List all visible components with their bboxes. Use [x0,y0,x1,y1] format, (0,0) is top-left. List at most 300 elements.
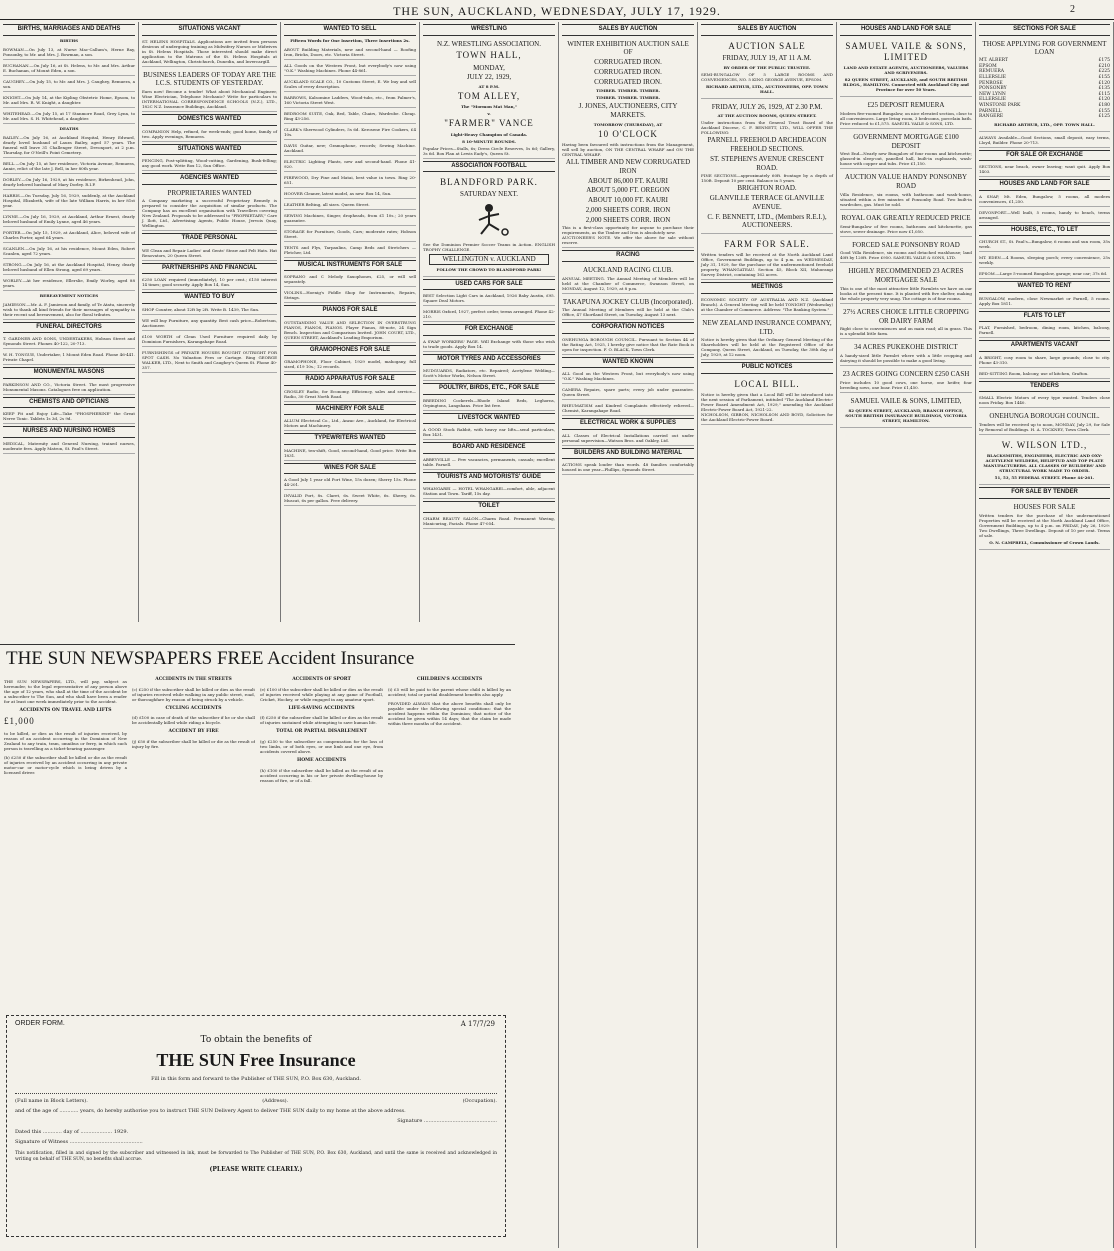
musical-ad: SOPRANO and C Melody Saxophones, £25, or will sell separately. [284,272,416,287]
timber-lead: ALL TIMBER AND NEW CORRUGATED IRON [565,158,691,175]
brighton-road: BRIGHTON ROAD. [737,184,797,193]
remuera-head: £25 DEPOSIT REMUERA [867,101,945,109]
svs-sub: LAND AND ESTATE AGENTS, AUCTIONEERS, VALUERS AND SCRIVENERS. [843,65,969,75]
gc-head: 23 ACRES GOING CONCERN £250 CASH [842,370,970,378]
football-header: ASSOCIATION FOOTBALL [423,161,555,173]
address-label: (Address). [262,1097,289,1104]
builders-ad: ACTIONS speak louder than words. 48 families comfortably housed in one year—Phillips, Symonds Street. [562,460,694,475]
dated-line[interactable]: Dated this ............ day of .................... 1929. [15,1128,129,1135]
onehunga-title: ONEHUNGA BOROUGH COUNCIL. [989,412,1100,421]
order-form [6,1015,506,1237]
loan-list [979,58,1110,120]
name-field[interactable] [15,1086,497,1094]
sell-ad: FIREWOOD, Dry Pine and Matai, best value in town. Ring 20-651. [284,173,416,188]
sell-ad: STORAGE for Furniture, Goods, Cars; moderate rates; Hobson Street. [284,227,416,242]
to-rent-header: WANTED TO RENT [979,281,1110,293]
travel-head: ACCIDENTS ON TRAVEL AND LIFTS [19,708,112,713]
auction-value-ad [840,170,972,210]
witness-line[interactable]: Signature of Witness .............................................. [15,1138,143,1145]
wines-header: WINES FOR SALE [284,463,416,475]
arc-ad [562,263,694,294]
wanted-to-sell-header: WANTED TO SELL [284,24,416,36]
auction-order: BY ORDER OF THE PUBLIC TRUSTEE. [723,64,811,70]
bereavement-title: BEREAVEMENT NOTICES [39,292,99,298]
sale-by-tender-header: FOR SALE BY TENDER [979,487,1110,499]
loan-row: REMUERA £225 [979,69,1110,75]
lc-body: Right close to conveniences and on main road; all in grass. This is a splendid little farm. [840,326,972,337]
column-wanted-to-sell [281,22,420,622]
loan-row: WINSTONE PARK £180 [979,103,1110,108]
domestics-ad: COMPANION Help, refined, for week-ends; good home, family of two. Apply evenings, Remuera. [142,127,277,142]
wilson-sub: BLACKSMITHS, ENGINEERS, ELECTRIC AND OXY-ACETYLENE WELDERS, HELIPTUD AND TOP PLATE MANUFACTURERS. ALL CLASSES OF BUILDERS' AND STRUCTURAL WORK MADE TO ORDER. [983,453,1106,474]
typewriters-header: TYPEWRITERS WANTED [284,433,416,445]
board-header: BOARD AND RESIDENCE [423,442,555,454]
nzi-title: NEW ZEALAND INSURANCE COMPANY, LTD. [702,318,832,336]
onehunga-tender-ad [979,409,1110,435]
racing-header: RACING [562,250,694,262]
tourists-header: TOURISTS AND MOTORISTS' GUIDE [423,472,555,484]
used-cars-header: USED CARS FOR SALE [423,279,555,291]
meeting-ad: ECONOMIC SOCIETY OF AUSTRALIA AND N.Z. (Auckland Branch). A General Meeting will be held TONIGHT (Wednesday) at the Chamber of Commerce. Address: "The Banking System." [701,295,833,315]
order-form-ref: A 17/7/29 [460,1020,495,1028]
travel-body: to be killed, or dies as the result of injuries received, by reason of an accident occurring in the Dominion of New Zealand to any train, tram, omnibus or ferry, in which such person is travelling as a ticket-bearing passenger. [4,730,127,751]
sell-ad: TENTS and Flys, Tarpaulins, Camp Beds and Stretchers — Fletcher, Ltd. [284,243,416,258]
please-write-clearly: (PLEASE WRITE CLEARLY.) [209,1166,303,1174]
apartments-header: APARTMENTS VACANT [979,340,1110,352]
death-notice: BAILEY.—On July 16, at Auckland Hospital, Henry Edward, dearly loved husband of Laura Bailey, aged 57 years. The funeral will leave 31 Challenger Street, Devonport, at 2 p.m. Thursday, for O'Neill's Point Cemetery. [3,133,135,158]
masthead-rule [0,19,1114,20]
svs2-name: SAMUEL VAILE & SONS, LIMITED, [850,396,962,405]
apts-ad: A BRIGHT, cosy room to share, large grounds; close to city. Phone 43-310. [979,353,1110,368]
wrestler-2-tag: Light-Heavy Champion of Canada. [450,131,528,137]
tjc-body: The Annual Meeting of Members will be held at the Club's Office, 47 Shortland Street, on Tuesday, August 13 next. [562,307,694,318]
known-ad: RHEUMATISM and Kindred Complaints effectively relieved—Chemist, Karangahape Road. [562,401,694,416]
loan-row: PARNELL £155 [979,108,1110,114]
cars-ad: BEST Selection Light Cars in Auckland, 1926 Baby Austin, £95. Square Deal Motors. [423,291,555,306]
insurance-col-3 [260,675,383,1001]
column-houses-land [837,22,976,1248]
musical-header: MUSICAL INSTRUMENTS FOR SALE [284,260,416,272]
local-bill-solicitors: NICHOLSON, GIBBON, NICHOLSON AND BOYD, Solicitors for the Auckland Electric-Power Board. [701,412,833,422]
football-match: WELLINGTON v. AUCKLAND [429,254,549,265]
ro-body: Semi-Bungalow of five rooms, bathroom and kitchenette, gas stove, sewer drainage. Price now £1,050. [840,223,972,234]
travel-amount: £1,000 [4,715,35,726]
pk-body: A handy-sized little Farmlet where with a little cropping and dairying it should be possible to make a good living. [840,353,972,363]
death-notice: HARRIS.—On Tuesday, July 16, 1929, suddenly, at the Auckland Hospital, Elizabeth, wife of the late William Harris, in her 81st year. [3,191,135,211]
column-sections [976,22,1114,1248]
wrestling-venue: TOWN HALL, [456,50,522,61]
auction-item: CORRUGATED IRON. [594,58,662,66]
arc-body: ANNUAL MEETING. The Annual Meeting of Members will be held at the Chamber of Commerce, Swanson Street, on MONDAY, August 12, 1929, at 8 p.m. [562,275,694,291]
name-label: (Full name in Block Letters). [15,1097,88,1104]
av-body: Villa Residence, six rooms, with bathroom and wash-house, situated within a few minutes of Ponsonby Road. Two built-in wardrobes, gas. Must be sold. [840,191,972,207]
flats-ad: FLAT, Furnished, bedroom, dining room, kitchen, balcony, Parnell. [979,323,1110,338]
auction-item: TIMBER. TIMBER. TIMBER. [595,88,661,94]
cropping-farm-ad [840,305,972,340]
auction-header-2: SALES BY AUCTION [701,24,833,36]
toilet-header: TOILET [423,501,555,513]
loan-row: RANGERE £125 [979,114,1110,120]
auction-item: CORRUGATED IRON. [594,67,662,76]
fire-body: (j) £50 if the subscriber shall be killed or die as the result of injury by fire. [132,738,255,749]
cycling-head: CYCLING ACCIDENTS [165,705,222,711]
footballer-icon [459,202,519,238]
toilet-ad: CHARM BEAUTY SALON—Charm Road. Permanent Waving, Manicuring, Facials. Phone 47-054. [423,514,555,529]
rent-ad: BUNGALOW, modern, close Newmarket or Parnell, 5 rooms. Apply Box 1811. [979,294,1110,309]
radio-ad: CROSLEY Radio, for Economy, Efficiency, sales and service—Radio, 30 Great North Road. [284,387,416,402]
loan-row: ELLERSLIE £155 [979,74,1110,80]
order-form-label: ORDER FORM. [15,1020,65,1027]
order-form-title: THE SUN Free Insurance [156,1050,356,1070]
wanted-to-buy-header: WANTED TO BUY [142,292,277,304]
going-concern-ad [840,367,972,393]
sections-header: SECTIONS FOR SALE [979,24,1110,36]
wanted-known-header: WANTED KNOWN [562,357,694,369]
tyres-header: MOTOR TYRES AND ACCESSORIES [423,354,555,366]
birth-notice: CAUGHEY.—On July 15, to Mr. and Mrs. J. Caughey, Remuera, a son. [3,77,135,92]
auction-agent: RICHARD ARTHUR, LTD., AUCTIONEERS, OPP. TOWN HALL. [705,83,829,94]
poultry-ad: BREEDING Cockerels—Rhode Island Reds, Leghorns, Orpingtons, Langshans. Price list free. [423,396,555,411]
fine-sections: FINE SECTIONS—approximately 60ft. frontage by a depth of 150ft. Deposit 10 per cent. Balance in 5 years. [701,173,833,184]
remuera-body: Modern five-roomed Bungalow, on nice elevated section, close to all conveniences. Large living room, 3 bedrooms, porcelain bath. Price reduced to £1,575. SAMUEL VAILE & SONS, LTD. [840,110,972,126]
loan-row: MT. ALBERT £175 [979,58,1110,63]
rates-note: Fifteen Words for One Insertion, Three Insertions 2s. [290,37,410,43]
births-title: BIRTHS [59,37,79,43]
loan-head: THOSE APPLYING FOR GOVERNMENT LOAN [982,39,1107,57]
insurance-title: THE SUN NEWSPAPERS FREE Accident Insurance [6,648,415,669]
sports-body: (e) £100 if the subscriber shall be killed or dies as the result of injuries received while playing at any game of Football, Cricket, Hockey, or while engaged in any amateur sport. [260,686,383,702]
nzi-ad [701,316,833,361]
death-notice: PORTER.—On July 15, 1929, at Auckland, Alice, beloved wife of Charles Porter, aged 64 years. [3,228,135,243]
column-sales-auction-2 [698,22,837,1248]
hr-head: HIGHLY RECOMMENDED 23 ACRES MORTGAGEE SALE [848,267,964,284]
fs-body: Good Villa Residence, six rooms and detached washhouse; land 40ft by 120ft. Price £950. SAMUEL VAILE & SONS, LTD. [840,250,972,261]
insurance-columns [0,675,515,1001]
machinery-ad: ALLUM Electrical Co., Ltd., Anzac Ave., Auckland, for Electrical Motors and Machinery. [284,416,416,431]
auction-rooms: AT THE AUCTION ROOMS, QUEEN STREET. [717,113,817,119]
winter-lead: WINTER EXHIBITION AUCTION SALE OF [567,39,689,57]
pianos-header: PIANOS FOR SALE [284,305,416,317]
columns [0,22,1114,1248]
tyres-ad: MUDGUARDS, Radiators, etc. Repaired; Acetylene Welding—Scott's Motor Works, Nelson Street. [423,366,555,381]
corporation-header: CORPORATION NOTICES [562,322,694,334]
partnerships-ad: £250 LOAN required (immediately), 10 per cent.; £150 interest 14 times; good security. Apply Box 14, Sun. [142,275,277,290]
gov-mortgage-ad [840,130,972,170]
wrestling-time: AT 8 P.M. [478,84,500,89]
cars-ad: MORRIS Oxford, 1927, perfect order, terms arranged. Phone 42-210. [423,307,555,322]
nurses-header: NURSES AND NURSING HOMES [3,426,135,438]
monumental-header: MONUMENTAL MASONS [3,367,135,379]
electrical-ad: ALL Classes of Electrical Installations carried out under personal supervision—Watson Bros. and Oakley, Ltd. [562,431,694,446]
streets-head: ACCIDENTS IN THE STREETS [155,677,232,682]
let-ad: MT. EDEN.—4 Rooms, sleeping porch; every convenience, 25s weekly. [979,253,1110,268]
field-labels [15,1098,497,1104]
insurance-lead: THE SUN NEWSPAPERS, LTD., will pay, subject as hereunder, to the legal representative of any person above the age of 12 years, who shall at the time of the accident be a subscriber to The Sun, and who shall have been a reader for at least one week immediately prior to the accident. [4,679,127,704]
order-note: This notification, filled in and signed by the subscriber and witnessed in ink, must be forwarded to The Publisher of THE SUN, P.O. Box 630, Auckland, and until the same is received and acknowledged in writing on behalf of THE SUN, no benefits shall accrue. [15,1151,497,1162]
situations-vacant-header: SITUATIONS VACANT [142,24,277,36]
sell-ad: CLARK's Sherwood Cylinders, 5s 6d. Kerosene Fire Cookers, £4 10s. [284,125,416,140]
royal-oak-ad [840,211,972,237]
apts-ad: BED-SITTING Room, balcony, use of kitchen, Grafton. [979,369,1110,379]
situations-wanted-header: SITUATIONS WANTED [142,144,277,156]
gramophones-header: GRAMOPHONES FOR SALE [284,345,416,357]
wrestling-rounds: 8 10-MINUTE ROUNDS. [462,138,516,144]
funeral-ad: W. H. TONGUE, Undertaker, 1 Mount Eden Road. Phone 46-441. Private Chapel. [3,350,135,365]
auction-date-1: FRIDAY, JULY 19, AT 11 A.M. [722,53,812,62]
auction-sale-lead: AUCTION SALE [728,40,806,51]
ics-body: Earn now! Become a tender! What about Mechanical Engineer, Wine Electrician, Telephone Mechanic? Write for particulars to INTERNATIONAL CORRESPONDENCE SCHOOLS (N.Z.), LTD., 182C N.Z. Insurance Buildings, Auckland. [142,89,277,109]
local-bill-body: Notice is hereby given that a Local Bill will be introduced into the next session of Parliament, intituled "The Auckland Electric-Power Board Amendment Act, 1929," amending the Auckland Electric-Power Board Act, 1921-22. [701,392,833,412]
death-notice: DORLEY.—On July 16, 1929, at his residence, Birkenhead, John, dearly beloved husband of Mary Dorley. R.I.P. [3,175,135,190]
total-body: (g) £250 to the subscriber as compensation for the loss of two limbs, or of both eyes, or one limb and one eye, from accidents covered above. [260,738,383,754]
tjc-ad [562,295,694,321]
occupation-label: (Occupation). [462,1097,497,1104]
tjc-title: TAKAPUNA JOCKEY CLUB (Incorporated). [562,297,694,306]
age-line: and of the age of ............ years, do hereby authorise you to instruct THE SUN Delivery Agent to deliver THE SUN daily to my home at the above address. [15,1108,406,1114]
insurance-section [0,644,515,1249]
page-number: 2 [1070,4,1076,15]
agencies-body: A Company marketing a successful Proprietary Remedy is prepared to consider the acquisition of similar products. The Company has an excellent organisation with Travellers covering New Zealand. Proposals to be addressed to "PROPRIETARY," Care J. Ilott, Ltd., Advertising Agents, Public House, Jervois Quay, Wellington. [142,198,277,229]
forced-sale-ad [840,238,972,264]
winter-exhibition-ad [562,37,694,249]
sell-ad: BEDROOM SUITE, Oak, Bed, Table, Chairs, Wardrobe. Cheap. Ring 43-256. [284,109,416,124]
kauri-lot: ABOUT 10,000 FT. KAURI [587,196,669,204]
wrestling-day: MONDAY, [473,63,505,72]
wines-ad: INVALID Port, 8s. Claret, 6s. Sweet White, 6s. Sherry, 6s. Muscat, 6s per gallon. Free delivery. [284,491,416,506]
farm-title: FARM FOR SALE. [724,239,810,249]
wilson-addr: 51, 53, 55 FEDERAL STREET. Phone 44-261. [994,475,1095,481]
exchange-ad: SECTIONS, near beach, owner leaving; want quit. Apply Box 1403. [979,162,1110,177]
freehold-sections: PARNELL FREEHOLD ARCHDEACON FREEHOLD SECTIONS. [707,136,827,153]
tenders-header: TENDERS [979,381,1110,393]
auction-date-2: FRIDAY, JULY 26, 1929, AT 2.30 P.M. [711,102,823,111]
wrestling-prices: Popular Prices—Stalls, 6s; Dress Circle Reserves, 5s 6d; Gallery, 3s 6d. Box Plan at Lewis Eady's, Queen St. [423,145,555,156]
auctioneer-jones: J. JONES, AUCTIONEERS, CITY MARKETS. [578,102,678,119]
auction-body: Having been favoured with instructions from the Management, will sell by auction, ON THE CENTRAL WHARF and ON THE CENTRAL WHARF. [562,142,694,157]
electrical-header: ELECTRICAL WORK & SUPPLIES [562,418,694,430]
insurance-col-4 [388,675,511,1001]
always-ad: ALWAYS Available—Good Sections, small deposit, easy terms, Lloyd, Builder. Phone 20-713. [979,133,1110,148]
wilson-name: W. WILSON LTD., [1001,440,1088,451]
football-ground: BLANDFORD PARK. [440,177,538,187]
sell-ad: ELECTRIC Lighting Plants, new and second-hand. Phone 41-920. [284,157,416,172]
column-sales-auction-1 [559,22,698,1248]
pianos-ad: OUTSTANDING VALUE AND SELECTION IN OVERSTRUNG PIANOS, PIANOS, PIANOS. Player Pianos, 88-note, 24 Sign Bench. Inspection and Comparison Invited. JOHN COURT, LTD., QUEEN STREET, Auckland's Leading Emporium. [284,318,416,343]
birth-notice: BUCHANAN.—On July 16, at St. Helens, to Mr. and Mrs. Arthur E. Buchanan, of Mount Eden, a son. [3,61,135,76]
exchange-header: FOR SALE OR EXCHANGE [979,150,1110,162]
lc-head: 27½ ACRES CHOICE LITTLE CROPPING OR DAIRY FARM [843,307,969,325]
nzi-body: Notice is hereby given that the Ordinary General Meeting of the Shareholders will be held at the Registered Office of the Company, Queen Street, Auckland, on Tuesday, the 30th day of July, 1929, at 12 noon. [701,337,833,358]
loan-row: PONSONBY £135 [979,86,1110,92]
hlf-ad: DEVONPORT.—Well built, 5 rooms, handy to beach, terms arranged. [979,208,1110,223]
buy-ad: WE will buy Furniture, any quantity. Best cash price—Robertson, Auctioneer. [142,316,277,331]
kauri-lot: ABOUT 5,000 FT. OREGON [586,186,670,195]
let-ad: CHURCH ST., St. Paul's—Bungalow, 6 rooms and sun room, 35s week. [979,237,1110,252]
agencies-header: AGENCIES WANTED [142,173,277,185]
births-deaths-header: BIRTHS, MARRIAGES AND DEATHS [3,24,135,36]
death-notice: STRONG.—On July 16, at the Auckland Hospital, Henry, dearly beloved husband of Ellen Strong, aged 69 years. [3,260,135,275]
buy-ad: £100 WORTH of Clean Used Furniture required daily by Dominion Furnishers, Karangahape Road. [142,332,277,347]
iron-lot: 2,000 SHEETS CORR. IRON [585,215,671,224]
monumental-ad: PARKINSON AND CO., Victoria Street. The most progressive Monumental Masons. Catalogues free on application. [3,380,135,395]
column-situations [139,22,281,622]
wrestling-assoc: N.Z. WRESTLING ASSOCIATION. [437,39,541,48]
exchange-header: FOR EXCHANGE [423,324,555,336]
sports-head: ACCIDENTS OF SPORT [292,677,351,682]
birth-notice: WHITEHEAD.—On July 15, at 17 Stanmore Road, Grey Lynn, to Mr. and Mrs. S. H. Whitehead, a daughter. [3,109,135,124]
auction-property: SEMI-BUNGALOW OF 5 LARGE ROOMS AND CONVENIENCES, NO. 5 KING GEORGE AVENUE, EPSOM. [701,71,833,82]
insurance-body-b: (b) £250 if the subscriber shall be killed or die as the result of injuries received by an accident occurring in any private motor-car or motor-cycle which is being driven by a licensed driver. [4,754,127,775]
houses-land-header: HOUSES AND LAND FOR SALE [840,24,972,36]
poultry-header: POULTRY, BIRDS, ETC., FOR SALE [423,383,555,395]
domestics-header: DOMESTICS WANTED [142,114,277,126]
wrestling-header: WRESTLING [423,24,555,36]
order-form-intro: To obtain the benefits of [200,1034,312,1045]
wrestler-1: TOM ALLEY, [457,91,521,101]
column-births-deaths [0,22,139,622]
trade-ad: WE Clean and Repair Ladies' and Gents' Straw and Felt Hats. Hat Renovators, 20 Queen Street. [142,246,277,261]
loan-row: NEW LYNN £115 [979,91,1110,97]
tenders-ad: SMALL Electric Motors of every type wanted. Tenders close noon Friday. Box 1440. [979,393,1110,408]
home-body: (h) £100 if the subscriber shall be killed as the result of an accident occurring in his or her private dwelling-house by reason of fire, or of a fall. [260,767,383,783]
life-body: (f) £250 if the subscriber shall be killed or dies as the result of injuries sustained while attempting to save human life. [260,715,383,726]
children-body: (i) £5 will be paid to the parent whose child is killed by an accident; total or partial disablement benefits also apply. [388,686,511,697]
known-ad: ALL Good on the Western Front, but everybody's now using "O.K." Washing Machines. [562,369,694,384]
livestock-ad: A GOOD Stock Rabbit, with heavy ear lifts—send particulars, Box 1431. [423,425,555,440]
livestock-header: LIVESTOCK WANTED [423,413,555,425]
gov-loan-ad [979,37,1110,132]
st-stephens: ST. STEPHEN'S AVENUE CRESCENT ROAD. [710,154,824,172]
iron-lot: 2,000 SHEETS CORR. IRON [585,205,671,214]
home-head: HOME ACCIDENTS [297,757,346,763]
av-head: AUCTION VALUE HANDY PONSONBY ROAD [844,173,968,190]
football-day: SATURDAY NEXT. [459,190,519,199]
sell-ad: BARROWS, Kalsomine Ladders, Wood-tubs, etc., from Palmer's, 160 Victoria Street West. [284,93,416,108]
life-head: LIFE-SAVING ACCIDENTS [288,705,355,711]
fire-head: ACCIDENT BY FIRE [168,729,219,735]
children-head: CHILDREN'S ACCIDENTS [416,677,483,682]
sell-ad: ALL Goods on the Western Front, but everybody's now using "O.K." Washing Machines. Phone 44-861. [284,61,416,76]
kauri-lot: ABOUT 86,000 FT. KAURI [587,176,669,185]
flats-header: FLATS TO LET [979,311,1110,323]
meetings-header: MEETINGS [701,282,833,294]
wrestling-date: JULY 22, 1929, [466,73,512,82]
masthead [0,4,1114,20]
tourists-ad: WHANGAREI — HOTEL WHANGAREI—comfort, able, adjacent Station and Town. Tariff, 15s day. [423,484,555,499]
builders-header: BUILDERS AND BUILDING MATERIAL [562,448,694,460]
pk-head: 34 ACRES PUKEKOHE DISTRICT [854,343,958,352]
agencies-ad [142,186,277,232]
svs2-addr: 82 QUEEN STREET, AUCKLAND, BRANCH OFFICE, SOUTH BRITISH INSURANCE BUILDINGS, VICTORIA STREET, HAMILTON. [845,407,967,423]
death-notice: SCANLEN.—On July 16, at his residence, Mount Eden, Robert Scanlen, aged 72 years. [3,244,135,259]
known-ad: CAMERA Repairs, spare parts; every job under guarantee. Queen Street. [562,385,694,400]
order-form-instr: Fill in this form and forward to the Publisher of THE SUN, P.O. Box 630, Auckland. [151,1075,361,1082]
insurance-conditions: PROVIDED ALWAYS that the above benefits shall only be payable under the following special conditions: that the accident happens within the Dominion; that notice of the accident be given within 14 days; that the claim be made within three months of the accident. [388,700,511,726]
buy-ad: SHOP Counter, about 12ft by 2ft. Write B. 1439, The Sun. [142,305,277,315]
football-desc: See the Dominion Premier Soccer Teams in Action. ENGLISH TROPHY CHALLENGE. [423,242,555,252]
gc-body: Price includes 10 good cows, one horse, one heifer, four breeding sows, one boar. Price £1,450. [840,379,972,390]
agencies-lead: PROPRIETARIES WANTED [167,188,252,197]
gov-head: GOVERNMENT MORTGAGE £100 DEPOSIT [853,132,959,150]
ro-head: ROYAL OAK GREATLY REDUCED PRICE [841,213,971,222]
gov-body: West End—Nearly new Bungalow of four rooms and kitchenette; glassed-in sleep-out, panelled hall, built-in cupboards, wash-house with copper and tubs. Price £1,150. [840,151,972,167]
farm-for-sale-ad [701,235,833,280]
svs-ad [840,37,972,98]
sell-ad: LEATHER Belting, all sizes. Queen Street. [284,200,416,210]
pukekohe-ad [840,340,972,366]
st-helens-ad: ST. HELENS HOSPITALS. Applications are invited from persons desirous of undergoing training as Midwifery Nurses or Midwives in St. Helens Hospitals. Those interested should make direct application to the Matrons of the St. Helens Hospitals at Auckland, Wellington, Christchurch, Dunedin, and Invercargill. [142,37,277,67]
wrestling-ad [423,37,555,159]
houses-land-header-2: HOUSES AND LAND FOR SALE [979,179,1110,191]
sell-ad: HOOVER Cleaner, latest model, as new. Box 14, Sun. [284,189,416,199]
auction-note: This is a first-class opportunity for anyone to purchase their requirements, as the Timber and Iron is absolutely new. [562,225,694,236]
insurance-col-2 [132,675,255,1001]
wrestler-1-tag: The "Mormon Mat Man," [461,104,517,110]
tender-lead: HOUSES FOR SALE [1013,502,1076,511]
wrestler-2: "FARMER" VANCE [444,118,534,129]
chemists-ad: KEEP Fit and Enjoy Life—Take "PHOSPHERINE" the Great Nerve Tonic. Tablets 1s 3d, 2s 9d. [3,409,135,424]
deaths-title: DEATHS [59,125,79,131]
signature-line[interactable]: Signature .............................................. [397,1118,497,1125]
public-notices-header: PUBLIC NOTICES [701,362,833,374]
local-bill-ad [701,375,833,425]
public-trustee-auction [701,37,833,99]
nurses-ad: MEDICAL, Maternity and General Nursing, trained nurses, moderate fees. Apply Matron, St. Paul's Street. [3,439,135,454]
football-ad [423,173,555,277]
campbell-signoff: O. N. CAMPBELL, Commissioner of Crown Lands. [989,539,1100,545]
masthead-title: THE SUN, AUCKLAND, WEDNESDAY, JULY 17, 1929. [393,4,721,18]
svs-name: SAMUEL VAILE & SONS, LIMITED [845,40,967,62]
buy-ad: FURNISHINGS of PRIVATE HOUSES BOUGHT OUTRIGHT FOR SPOT CASH. No Valuation Fees or Cartage. Ring GEORGE WALKER, LTD., Next to Smith and Caughey's Queen St. Phone 40-357. [142,348,277,373]
loan-row: PENROSE £120 [979,80,1110,86]
houses-tender-ad [979,500,1110,550]
farm-body: Written tenders will be received at the North Auckland Land Office, Government Buildings, up to 4 p.m. on WEDNESDAY, July 31, 1929, for the purchase of the undermentioned freehold property, WHANGATEAU. Section 45, Block XII, Mahurangi Survey District, containing 162 acres. [701,252,833,278]
wilson-ad [979,436,1110,485]
sell-ad: AUCKLAND SCALE CO., 10 Customs Street, E. We buy and sell Scales of every description. [284,77,416,92]
ics-ad [142,68,277,113]
partnerships-header: PARTNERSHIPS AND FINANCIAL [142,263,277,275]
loan-row: ELLERSLIE £120 [979,97,1110,103]
auction-header-1: SALES BY AUCTION [562,24,694,36]
fs-head: FORCED SALE PONSONBY ROAD [852,240,960,249]
funeral-ad: T. GARDNER AND SONS, UNDERTAKERS, Hobson Street and Symonds Street. Phones 40-122, 20-713. [3,334,135,349]
auction-time: 10 O'CLOCK [598,128,658,139]
sell-ad: SEWING Machines, Singer, dropheads, from £1 10s.; 20 years guarantee. [284,211,416,226]
auction-tomorrow: TOMORROW (THURSDAY), AT [593,121,663,127]
let-ad: EPSOM.—Large 5-roomed Bungalow, garage; near car; 37s 6d. [979,269,1110,279]
tender-body: Written tenders for the purchase of the undermentioned Properties will be received at the North Auckland Land Office, Government Buildings, up to 4 p.m. on FRIDAY, July 26, 1929: Two Dwellings, Three Dwellings. Deposit of 10 per cent. Terms of sale. [979,512,1110,538]
arc-title: AUCKLAND RACING CLUB. [582,265,674,274]
onehunga-body: Tenders will be received up to noon, MONDAY, July 29, for Sale by Removal of Buildings. H. A. TOCKNEY, Town Clerk. [979,422,1110,433]
loan-agent: RICHARD ARTHUR, LTD., OPP. TOWN HALL. [994,121,1095,127]
auction-remarks: AUCTIONEER'S NOTE. We offer the above for sale without reserve. [562,235,694,246]
to-let-header: HOUSES, ETC., TO LET [979,225,1110,237]
versus: v. [487,111,491,117]
sell-ad: DAVIS Guitar, new; Gramophone, records; Sewing Machine. Auckland. [284,141,416,156]
hr-body: This is one of the most attractive little Farmlets we have on our books at the present time. It is planted with five shelter, making the whole property very snug. The cottage is of four rooms. [840,285,972,301]
musical-ad: VIOLINS—Hoenig's Fiddle Shop for Instruments, Repairs, Strings. [284,288,416,303]
bereavement-notice: JAMIESON.—Mr. A. F. Jamieson and family, of Te Atatu, sincerely wish to thank all kind friends for their messages of sympathy in their recent sad bereavement, also for floral tributes. [3,300,135,320]
sell-ad: ABOUT Building Materials, new and second-hand — Roofing Iron, Bricks, Doors, etc. Victoria Street. [284,45,416,60]
insurance-col-1 [4,675,127,1001]
cycling-body: (d) £100 in case of death of the subscriber if he or she shall be accidentally killed while riding a bicycle. [132,715,255,726]
wines-ad: A Good July 1 year old Port Wine, 15s dozen; Sherry 15s. Phone 44-201. [284,475,416,490]
birth-notice: KNIGHT.—On July 14, at the Kipling Obstetric Home, Epsom, to Mr. and Mrs. R. W. Knight, a daughter. [3,93,135,108]
total-head: TOTAL OR PARTIAL DISABLEMENT [276,729,367,735]
football-figure [423,202,555,239]
svs-footer-ad [840,394,972,428]
chemists-header: CHEMISTS AND OPTICIANS [3,397,135,409]
